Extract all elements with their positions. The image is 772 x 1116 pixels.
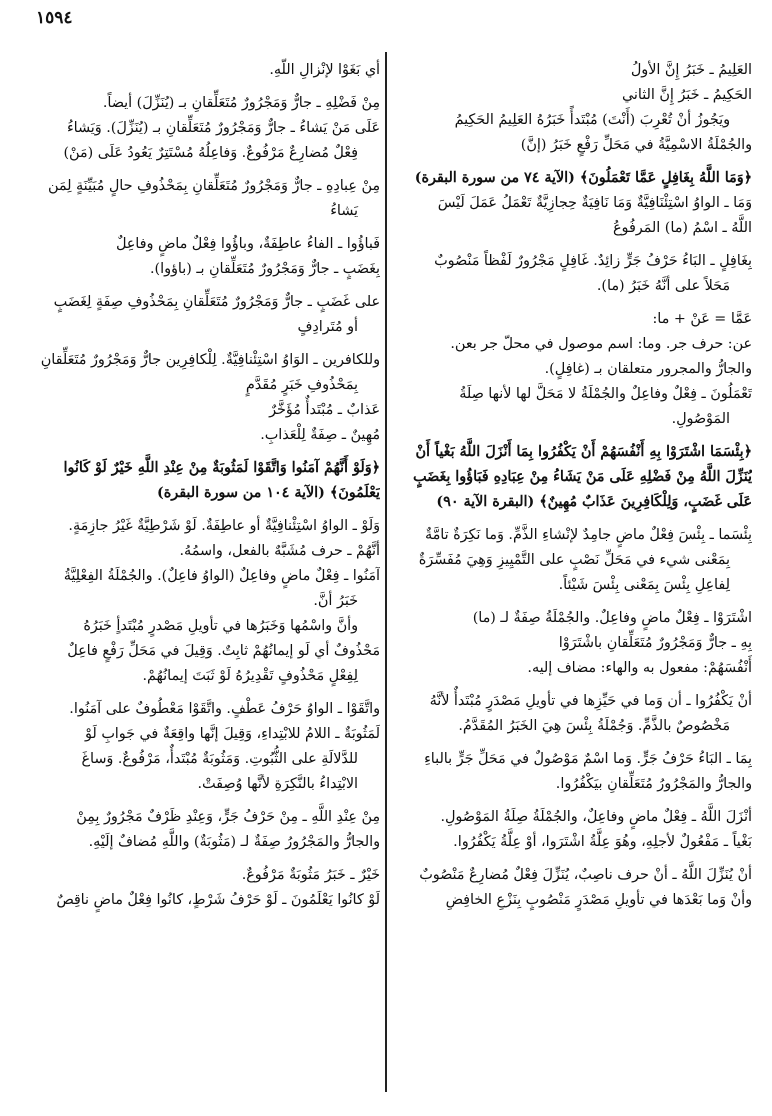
left-column-line: خَبَرُ أنَّ.: [313, 593, 358, 609]
left-column-line: بِمَحْذُوفِ خَبَرٍ مُقَدَّمٍ: [245, 377, 358, 393]
right-column-line: عَمَّا = عَنْ + ما:: [652, 311, 752, 327]
left-column-line: أي بَغَوْا لإنْزالِ اللَّهِ.: [269, 62, 380, 78]
left-column-line: خَيْرٌ ـ خَبَرُ مَثُوبَةٌ مَرْفُوعٌ.: [241, 867, 380, 883]
left-column-line: للدَّلالَةِ على الثُّبُوتِ. وَمَثُوبَةٌ مُبْتَدأٌ، مَرْفُوعٌ. وَساغَ: [81, 751, 358, 767]
right-column-line: بِئْسَما ـ بِئْسَ فِعْلٌ ماضٍ جامِدٌ لإنْشاءِ الذَّمِّ. وَما نَكِرَةٌ تامَّةٌ: [424, 527, 752, 543]
right-column-line: بِمَعْنى شيء في مَحَلِّ نَصْبٍ على التَّمْيِيزِ وَهِيَ مُفَسِّرَةٌ: [418, 552, 730, 568]
right-column-line: والجُمْلَةُ الاسْمِيَّةُ في مَحَلِّ رَفْعٍ خَبَرُ (إنَّ): [520, 137, 752, 153]
right-column-line: عن: حرف جر. وما: اسم موصول في محلّ جر بعن.: [450, 336, 752, 352]
column-divider: [385, 52, 387, 1092]
right-column-line: العَلِيمُ ـ خَبَرُ إِنَّ الأولُ: [630, 62, 752, 78]
right-column-line: اللَّهُ ـ اسْمُ (ما) المَرفُوعُ: [613, 220, 752, 236]
left-column-line: والجارُّ والمَجْرُورُ صِفَةٌ لـ (مَثُوبَةٌ) واللَّهِ مُضافٌ إلَيْهِ.: [88, 834, 380, 850]
right-column: [392, 58, 752, 1108]
left-column-line: ﴿وَلَوْ أَنَّهُمْ آمَنُوا وَاتَّقَوْا لَمَثُوبَةٌ مِنْ عِنْدِ اللَّهِ خَيْرٌ لَوْ كَانُوا: [63, 460, 380, 476]
left-column-line: أنَّهُمْ ـ حرف مُشَبَّهٌ بالفعل، واسمُهُ.: [179, 543, 380, 559]
right-column-line: تَعْمَلُونَ ـ فِعْلٌ وفاعِلٌ والجُمْلَةُ لا مَحَلَّ لها لأنها صِلَةُ: [459, 386, 752, 402]
right-column-line: والجارُّ والمَجْرُورُ مُتَعَلِّقانِ بيَكْفُرُوا.: [555, 776, 752, 792]
right-column-line: أنْ يَكْفُرُوا ـ أن وَما في حَيِّزِها في تأويلِ مَصْدَرٍ مُبْتَدأٌ لأنَّهُ: [429, 693, 752, 709]
right-column-line: ﴿وَمَا اللَّهُ بِغَافِلٍ عَمَّا تَعْمَلُونَ﴾ (الآية ٧٤ من سورة البقرة): [414, 170, 752, 186]
left-column-line: مُهِينٌ ـ صِفَةٌ لِلْعَذابِ.: [260, 427, 380, 443]
left-column-line: وأنَّ واسْمُها وَخَبَرُها في تأويلِ مَصْدرٍ مُبْتَدأٍ خَبَرُهُ: [83, 618, 358, 634]
left-column-line: لِفِعْلٍ مَحْذُوفٍ تَقْدِيرُهُ لَوْ ثَبَتَ إيمانُهُمْ.: [142, 668, 358, 684]
right-column-line: بِغَافِلٍ ـ البَاءُ حَرْفُ جَرٍّ زائِدٌ. غَافِلٍ مَجْرُورٌ لَفْظاً مَنْصُوبٌ: [434, 253, 752, 269]
left-column-line: فَباؤُوا ـ الفاءُ عاطِفَةٌ، وباؤُوا فِعْلٌ ماضٍ وفاعِلٌ: [115, 236, 380, 252]
left-column-line: مِنْ عِبادِهِ ـ جارٌّ وَمَجْرُورٌ مُتَعَلِّقانِ بِمَحْذُوفِ حالٍ مُبَيِّنَةٍ لِمَن: [47, 178, 380, 194]
right-column-line: أنْزَلَ اللَّهُ ـ فِعْلٌ ماضٍ وفاعِلٌ، والجُمْلَةُ صِلَةُ المَوْصُولِ.: [440, 809, 752, 825]
left-column: [18, 58, 380, 1108]
right-column-line: ﴿بِئْسَمَا اشْتَرَوْا بِهِ أَنْفُسَهُمْ أَنْ يَكْفُرُوا بِمَا أَنْزَلَ اللَّهُ بَغْياً أَنْ: [415, 444, 752, 460]
left-column-line: فِعْلٌ مُضارِعٌ مَرْفُوعٌ. وَفاعِلُهُ مُسْتَتِرٌ يَعُودُ عَلَى (مَنْ): [63, 145, 358, 161]
left-column-line: يَعْلَمُونَ﴾ (الآية ١٠٤ من سورة البقرة): [157, 485, 380, 501]
left-column-line: لَوْ كانُوا يَعْلَمُونَ ـ لَوْ حَرْفُ شَرْطٍ، كانُوا فِعْلٌ ماضٍ ناقِصٌ: [56, 892, 380, 908]
page-number: ١٥٩٤: [36, 8, 73, 28]
right-column-line: والجارُّ والمجرور متعلقان بـ (غافِلٍ).: [544, 361, 752, 377]
left-column-line: وَلَوْ ـ الواوُ اسْتِئْنافِيَّةٌ أو عاطِفَةٌ. لَوْ شَرْطِيَّةٌ غَيْرُ جازِمَةٍ.: [68, 518, 380, 534]
left-column-line: وللكافرين ـ الوَاوُ اسْتِئْنافِيَّةٌ. لِلْكافِرِين جارٌّ وَمَجْرُورٌ مُتَعَلِّقانِ: [40, 352, 380, 368]
right-column-line: مَحَلاً على أنَّهُ خَبَرُ (ما).: [596, 278, 730, 294]
right-column-line: ويَجُوزُ أنْ تُعْرِبَ (أَنْتَ) مُبْتَدأً خَبَرُهُ العَلِيمُ الحَكِيمُ: [454, 112, 730, 128]
right-column-line: اشْتَرَوْا ـ فِعْلٌ ماضٍ وفاعِلٌ. والجُمْلَةُ صِفَةٌ لـ (ما): [472, 610, 752, 626]
right-column-line: أنْ يُنَزِّلَ اللَّهُ ـ أنْ حرف ناصِبٌ، يُنَزِّلَ فِعْلٌ مُضارِعٌ مَنْصُوبٌ: [419, 867, 752, 883]
right-column-line: بِمَا ـ البَاءُ حَرْفُ جَرٍّ. وَما اسْمٌ مَوْصُولٌ في مَحَلِّ جَرٍّ بالباءِ: [424, 751, 752, 767]
right-column-line: مَخْصُوصٌ بالذَّمِّ. وَجُمْلَةُ بِئْسَ هِيَ الخَبَرُ المُقَدَّمُ.: [458, 718, 730, 734]
left-column-line: مَحْذُوفٌ أي لَو إيمانُهُمْ ثابِتٌ. وَقِيلَ في مَحَلِّ رَفْعٍ فاعِلٌ: [67, 643, 380, 659]
left-column-line: مِنْ فَضْلِهِ ـ جارٌّ وَمَجْرُورٌ مُتَعَلِّقانِ بـ (يُنَزِّلَ) أيضاً.: [102, 95, 380, 111]
right-column-line: أَنْفُسَهُمْ: مفعول به والهاء: مضاف إليه.: [527, 660, 752, 676]
left-column-line: واتَّقَوْا ـ الواوُ حَرْفُ عَطْفٍ. واتَّقَوْا مَعْطُوفٌ على آمَنُوا.: [69, 701, 380, 717]
left-column-line: عَلَى مَنْ يَشاءُ ـ جارٌّ وَمَجْرُورٌ مُتَعَلِّقانِ بـ (يُنَزِّلَ). وَيَشاءُ: [66, 120, 380, 136]
right-column-line: عَلَى غَضَبٍ، وَلِلْكَافِرِينَ عَذَابٌ مُهِينٌ﴾ (البقرة الآية ٩٠): [436, 494, 752, 510]
left-column-line: آمَنُوا ـ فِعْلٌ ماضٍ وفاعِلٌ (الواوُ فاعِلٌ). والجُمْلَةُ الفِعْلِيَّةُ: [63, 568, 380, 584]
left-column-line: لَمَثُوبَةٌ ـ اللامُ للابْتِداءِ، وَقِيلَ إنَّها واقِعَةٌ في جَوابِ لَوْ: [85, 726, 380, 742]
left-column-line: مِنْ عِنْدِ اللَّهِ ـ مِنْ حَرْفُ جَرٍّ، وَعِنْدِ ظَرْفٌ مَجْرُورٌ بِمِنْ: [76, 809, 380, 825]
left-column-line: بِغَضَبٍ ـ جارٌّ وَمَجْرُورٌ مُتَعَلِّقانِ بـ (باؤوا).: [149, 261, 380, 277]
right-column-line: يُنَزِّلَ اللَّهُ مِنْ فَضْلِهِ عَلَى مَنْ يَشَاءُ مِنْ عِبَادِهِ فَبَاؤُوا بِغَضَبٍ: [413, 469, 752, 485]
right-column-line: الحَكِيمُ ـ خَبَرُ إِنَّ الثاني: [621, 87, 752, 103]
left-column-line: يَشاءُ: [330, 203, 358, 219]
right-column-line: المَوْصُولِ.: [671, 411, 730, 427]
right-column-line: بِهِ ـ جارٌّ وَمَجْرُورٌ مُتَعَلِّقانِ باشْتَرَوْا: [558, 635, 752, 651]
right-column-line: وأنْ وَما بَعْدَها في تأويلِ مَصْدَرٍ مَنْصُوبٍ بِنَزْعِ الخافِضِ: [445, 892, 752, 908]
left-column-line: أو مُتَرادِفٍ: [297, 319, 358, 335]
left-column-line: الابْتِداءُ بالنَّكِرَةِ لأنَّها وُصِفَتْ.: [197, 776, 358, 792]
right-column-line: بَغْياً ـ مَفْعُولٌ لأجلِهِ، وهُوَ عِلَّةُ اشْتَرَوا، أوْ عِلَّةُ يَكْفُرُوا.: [453, 834, 752, 850]
left-column-line: عَذابٌ ـ مُبْتَدأٌ مُؤَخَّرٌ: [269, 402, 380, 418]
right-column-line: وَمَا ـ الواوُ اسْتِئْنَافِيَّةٌ وَمَا نَافِيَةٌ حِجازِيَّةٌ تَعْمَلُ عَمَلَ لَيْسَ: [437, 195, 752, 211]
left-column-line: على غَضَبٍ ـ جارٌّ وَمَجْرُورٌ مُتَعَلِّقانِ بِمَحْذُوفِ صِفَةٍ لِغَضَبٍ: [53, 294, 380, 310]
right-column-line: لِفاعِلِ بِئْسَ بِمَعْنى بِئْسَ شَيْئاً.: [558, 577, 730, 593]
